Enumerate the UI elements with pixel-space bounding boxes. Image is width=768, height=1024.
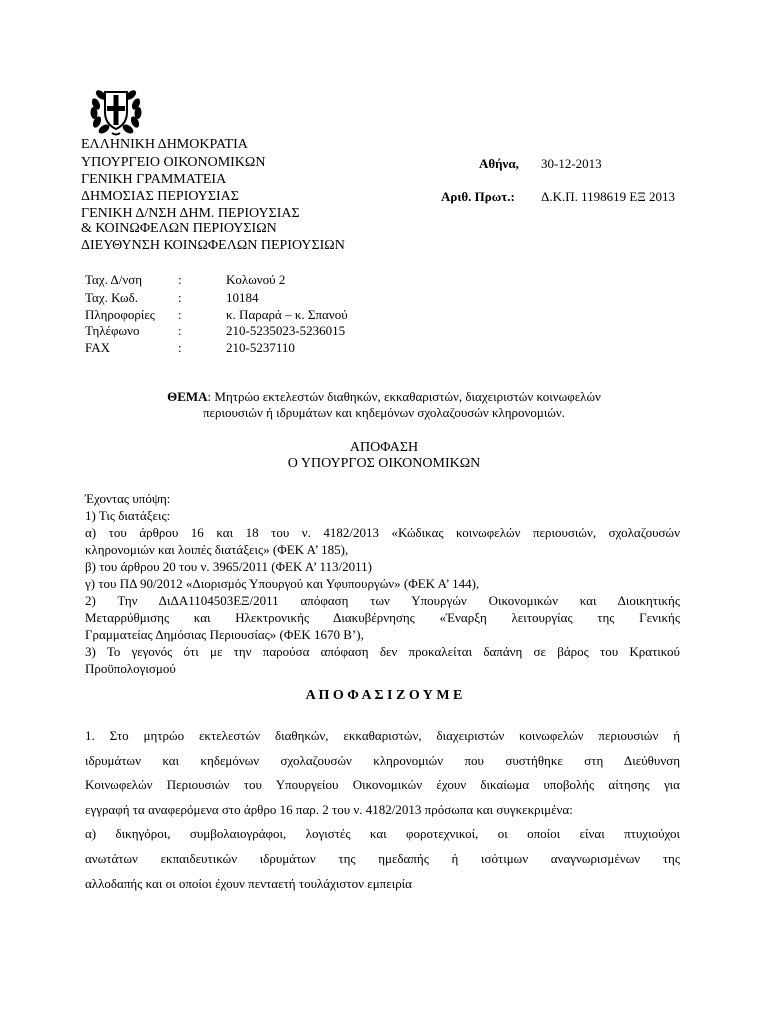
- decision-title: ΑΠΟΦΑΣΗ: [349, 440, 419, 455]
- consideration-line: Έχοντας υπόψη:: [85, 491, 171, 506]
- contact-label-phone: Τηλέφωνο: [85, 323, 140, 338]
- article-line: 1. Στο μητρώο εκτελεστών διαθηκών, εκκαθαριστών, διαχειριστών κοινωφελών περιουσιών ή: [85, 728, 680, 743]
- article-1-block: [85, 724, 680, 896]
- org-line-5: ΓΕΝΙΚΗ Δ/ΝΣΗ ΔΗΜ. ΠΕΡΙΟΥΣΙΑΣ: [81, 206, 300, 221]
- org-line-1: ΕΛΛΗΝΙΚΗ ΔΗΜΟΚΡΑΤΙΑ: [81, 137, 248, 152]
- subject-line-2: περιουσιών ή ιδρυμάτων και κηδεμόνων σχολαζουσών κληρονομιών.: [202, 405, 566, 420]
- subject-label: ΘΕΜΑ: [167, 389, 208, 404]
- consideration-line: Γραμματείας Δημόσιας Περιουσίας» (ΦΕΚ 1670 Β’),: [85, 627, 364, 642]
- consideration-line: κληρονομιών και λοιπές διατάξεις» (ΦΕΚ Α’ 185),: [85, 542, 349, 557]
- contact-sep: :: [178, 307, 182, 322]
- contact-label-postcode: Ταχ. Κωδ.: [85, 290, 138, 305]
- protocol-number: Δ.Κ.Π. 1198619 ΕΞ 2013: [541, 189, 675, 204]
- contact-label-info: Πληροφορίες: [85, 307, 155, 322]
- org-line-4: ΔΗΜΟΣΙΑΣ ΠΕΡΙΟΥΣΙΑΣ: [81, 189, 239, 204]
- minister-title: Ο ΥΠΟΥΡΓΟΣ ΟΙΚΟΝΟΜΙΚΩΝ: [287, 456, 481, 471]
- subject-line-1: [0, 389, 768, 405]
- contact-sep: :: [178, 272, 182, 287]
- article-line: ανωτάτων εκπαιδευτικών ιδρυμάτων της ημεδαπής ή ισότιμων αναγνωρισμένων της: [85, 850, 680, 866]
- article-line: ιδρυμάτων και κηδεμόνων σχολαζουσών κληρονομιών που συστήθηκε στη Διεύθυνση: [85, 752, 680, 768]
- consideration-line: Προϋπολογισμού: [85, 661, 176, 676]
- org-line-7: ΔΙΕΥΘΥΝΣΗ ΚΟΙΝΩΦΕΛΩΝ ΠΕΡΙΟΥΣΙΩΝ: [81, 238, 345, 253]
- contact-value-postcode: 10184: [226, 290, 259, 305]
- considerations-block: [85, 490, 680, 677]
- contact-label-fax: FAX: [85, 340, 111, 355]
- subject-text: : Μητρώο εκτελεστών διαθηκών, εκκαθαριστών, διαχειριστών κοινωφελών: [207, 389, 601, 404]
- consideration-line: α) του άρθρου 16 και 18 του ν. 4182/2013 «Κώδικας κοινωφελών περιουσιών, σχολαζουσών: [85, 525, 680, 540]
- contact-value-info: κ. Παραρά – κ. Σπανού: [226, 307, 348, 322]
- contact-value-phone: 210-5235023-5236015: [226, 323, 346, 338]
- place-label: Αθήνα,: [479, 156, 519, 171]
- consideration-line: γ) του ΠΔ 90/2012 «Διορισμός Υπουργού και Υφυπουργών» (ΦΕΚ Α’ 144),: [85, 576, 480, 591]
- consideration-line: 1) Τις διατάξεις:: [85, 508, 171, 523]
- consideration-line: 2) Την ΔιΔΑ1104503ΕΞ/2011 απόφαση των Υπουργών Οικονομικών και Διοικητικής: [85, 593, 680, 608]
- article-line: αλλοδαπής και οι οποίοι έχουν πενταετή τουλάχιστον εμπειρία: [85, 875, 412, 891]
- article-line: Κοινωφελών Περιουσιών του Υπουργείου Οικονομικών έχουν δικαίωμα υποβολής αίτησης για: [85, 777, 680, 793]
- document-date: 30-12-2013: [541, 156, 602, 171]
- consideration-line: Μεταρρύθμισης και Ηλεκτρονικής Διακυβέρνησης «Έναρξη λειτουργίας της Γενικής: [85, 610, 680, 625]
- contact-sep: :: [178, 323, 182, 338]
- article-line: α) δικηγόροι, συμβολαιογράφοι, λογιστές και φοροτεχνικοί, οι οποίοι είναι πτυχιούχοι: [85, 826, 680, 842]
- org-line-6: & ΚΟΙΝΩΦΕΛΩΝ ΠΕΡΙΟΥΣΙΩΝ: [81, 221, 277, 236]
- contact-sep: :: [178, 340, 182, 355]
- contact-value-fax: 210-5237110: [226, 340, 295, 355]
- consideration-line: β) του άρθρου 20 του ν. 3965/2011 (ΦΕΚ Α’ 113/2011): [85, 559, 372, 574]
- contact-label-address: Ταχ. Δ/νση: [85, 272, 143, 287]
- contact-sep: :: [178, 290, 182, 305]
- org-line-2: ΥΠΟΥΡΓΕΙΟ ΟΙΚΟΝΟΜΙΚΩΝ: [81, 155, 266, 170]
- contact-value-address: Κολωνού 2: [226, 272, 286, 287]
- coat-of-arms-emblem: [88, 82, 144, 138]
- org-line-3: ΓΕΝΙΚΗ ΓΡΑΜΜΑΤΕΙΑ: [81, 172, 227, 187]
- article-line: εγγραφή τα αναφερόμενα στο άρθρο 16 παρ. 2 του ν. 4182/2013 πρόσωπα και συγκεκριμένα:: [85, 801, 573, 817]
- resolve-heading: Α Π Ο Φ Α Σ Ι Ζ Ο Υ Μ Ε: [305, 688, 463, 703]
- consideration-line: 3) Το γεγονός ότι με την παρούσα απόφαση δεν προκαλείται δαπάνη σε βάρος του Κρατικού: [85, 644, 680, 659]
- protocol-label: Αριθ. Πρωτ.:: [441, 189, 515, 204]
